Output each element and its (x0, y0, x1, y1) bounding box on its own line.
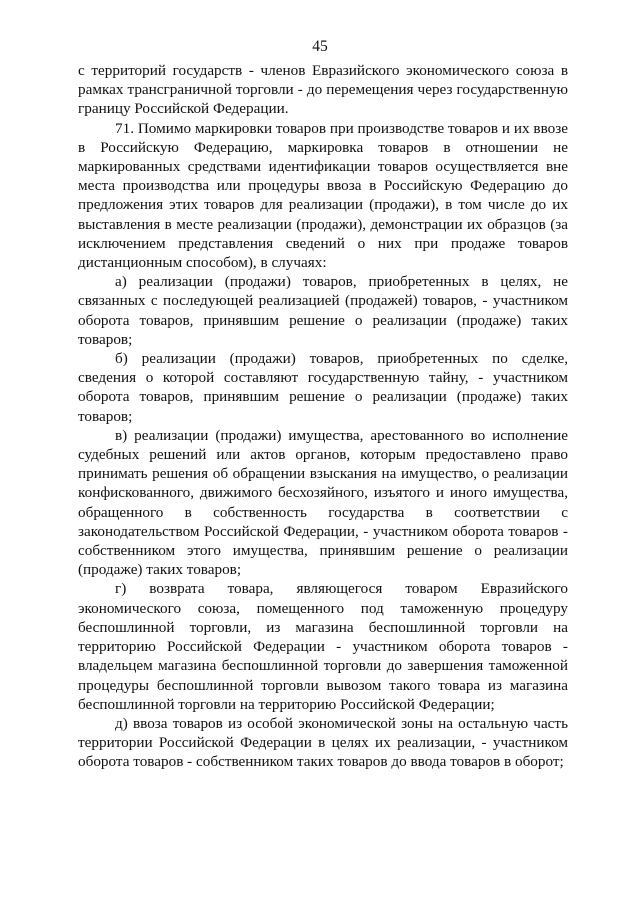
paragraph-item-d: д) ввоза товаров из особой экономической зоны на остальную часть территории Российской Федерации в целях их реализации, - участником оборота товаров - собственником таких товаров до ввода товаров в оборот; (78, 714, 568, 771)
paragraph-item-g: г) возврата товара, являющегося товаром Евразийского экономического союза, помещенного под таможенную процедуру беспошлинной торговли, из магазина беспошлинной торговли на территорию Российской Федерации - участником оборота товаров - владельцем магазина беспошлинной торговли до завершения таможенной процедуры беспошлинной торговли вывозом такого товара из магазина беспошлинной торговли на территорию Российской Федерации; (78, 580, 568, 713)
document-body (78, 61, 568, 772)
paragraph-continuation: с территорий государств - членов Евразийского экономического союза в рамках трансграничной торговли - до перемещения через государственную границу Российской Федерации. (78, 62, 568, 118)
page-number: 45 (312, 38, 328, 55)
paragraph-71: 71. Помимо маркировки товаров при производстве товаров и их ввозе в Российскую Федерацию, маркировка товаров в отношении не маркированных средствами идентификации товаров осуществляется вне места производства или процедуры ввоза в Российскую Федерацию до предложения этих товаров для реализации (продажи), в том числе до их выставления в месте реализации (продажи), демонстрации их образцов (за исключением представления сведений о них при продаже товаров дистанционным способом), в случаях: (78, 119, 568, 272)
paragraph-item-b: б) реализации (продажи) товаров, приобретенных по сделке, сведения о которой составляют государственную тайну, - участником оборота товаров, принявшим решение о реализации (продаже) таких товаров; (78, 350, 568, 425)
paragraph-item-v: в) реализации (продажи) имущества, арестованного во исполнение судебных решений или актов органов, которым предоставлено право принимать решения об обращении взыскания на имущество, о реализации конфискованного, движимого бесхозяйного, изъятого и иного имущества, обращенного в собственность государства в соответствии с законодательством Российской Федерации, - участником оборота товаров - собственником этого имущества, принявшим решение о реализации (продаже) таких товаров; (78, 426, 568, 579)
paragraph-item-a: а) реализации (продажи) товаров, приобретенных в целях, не связанных с последующей реализацией (продажей) товаров, - участником оборота товаров, принявшим решение о реализации (продаже) таких товаров; (78, 273, 568, 348)
